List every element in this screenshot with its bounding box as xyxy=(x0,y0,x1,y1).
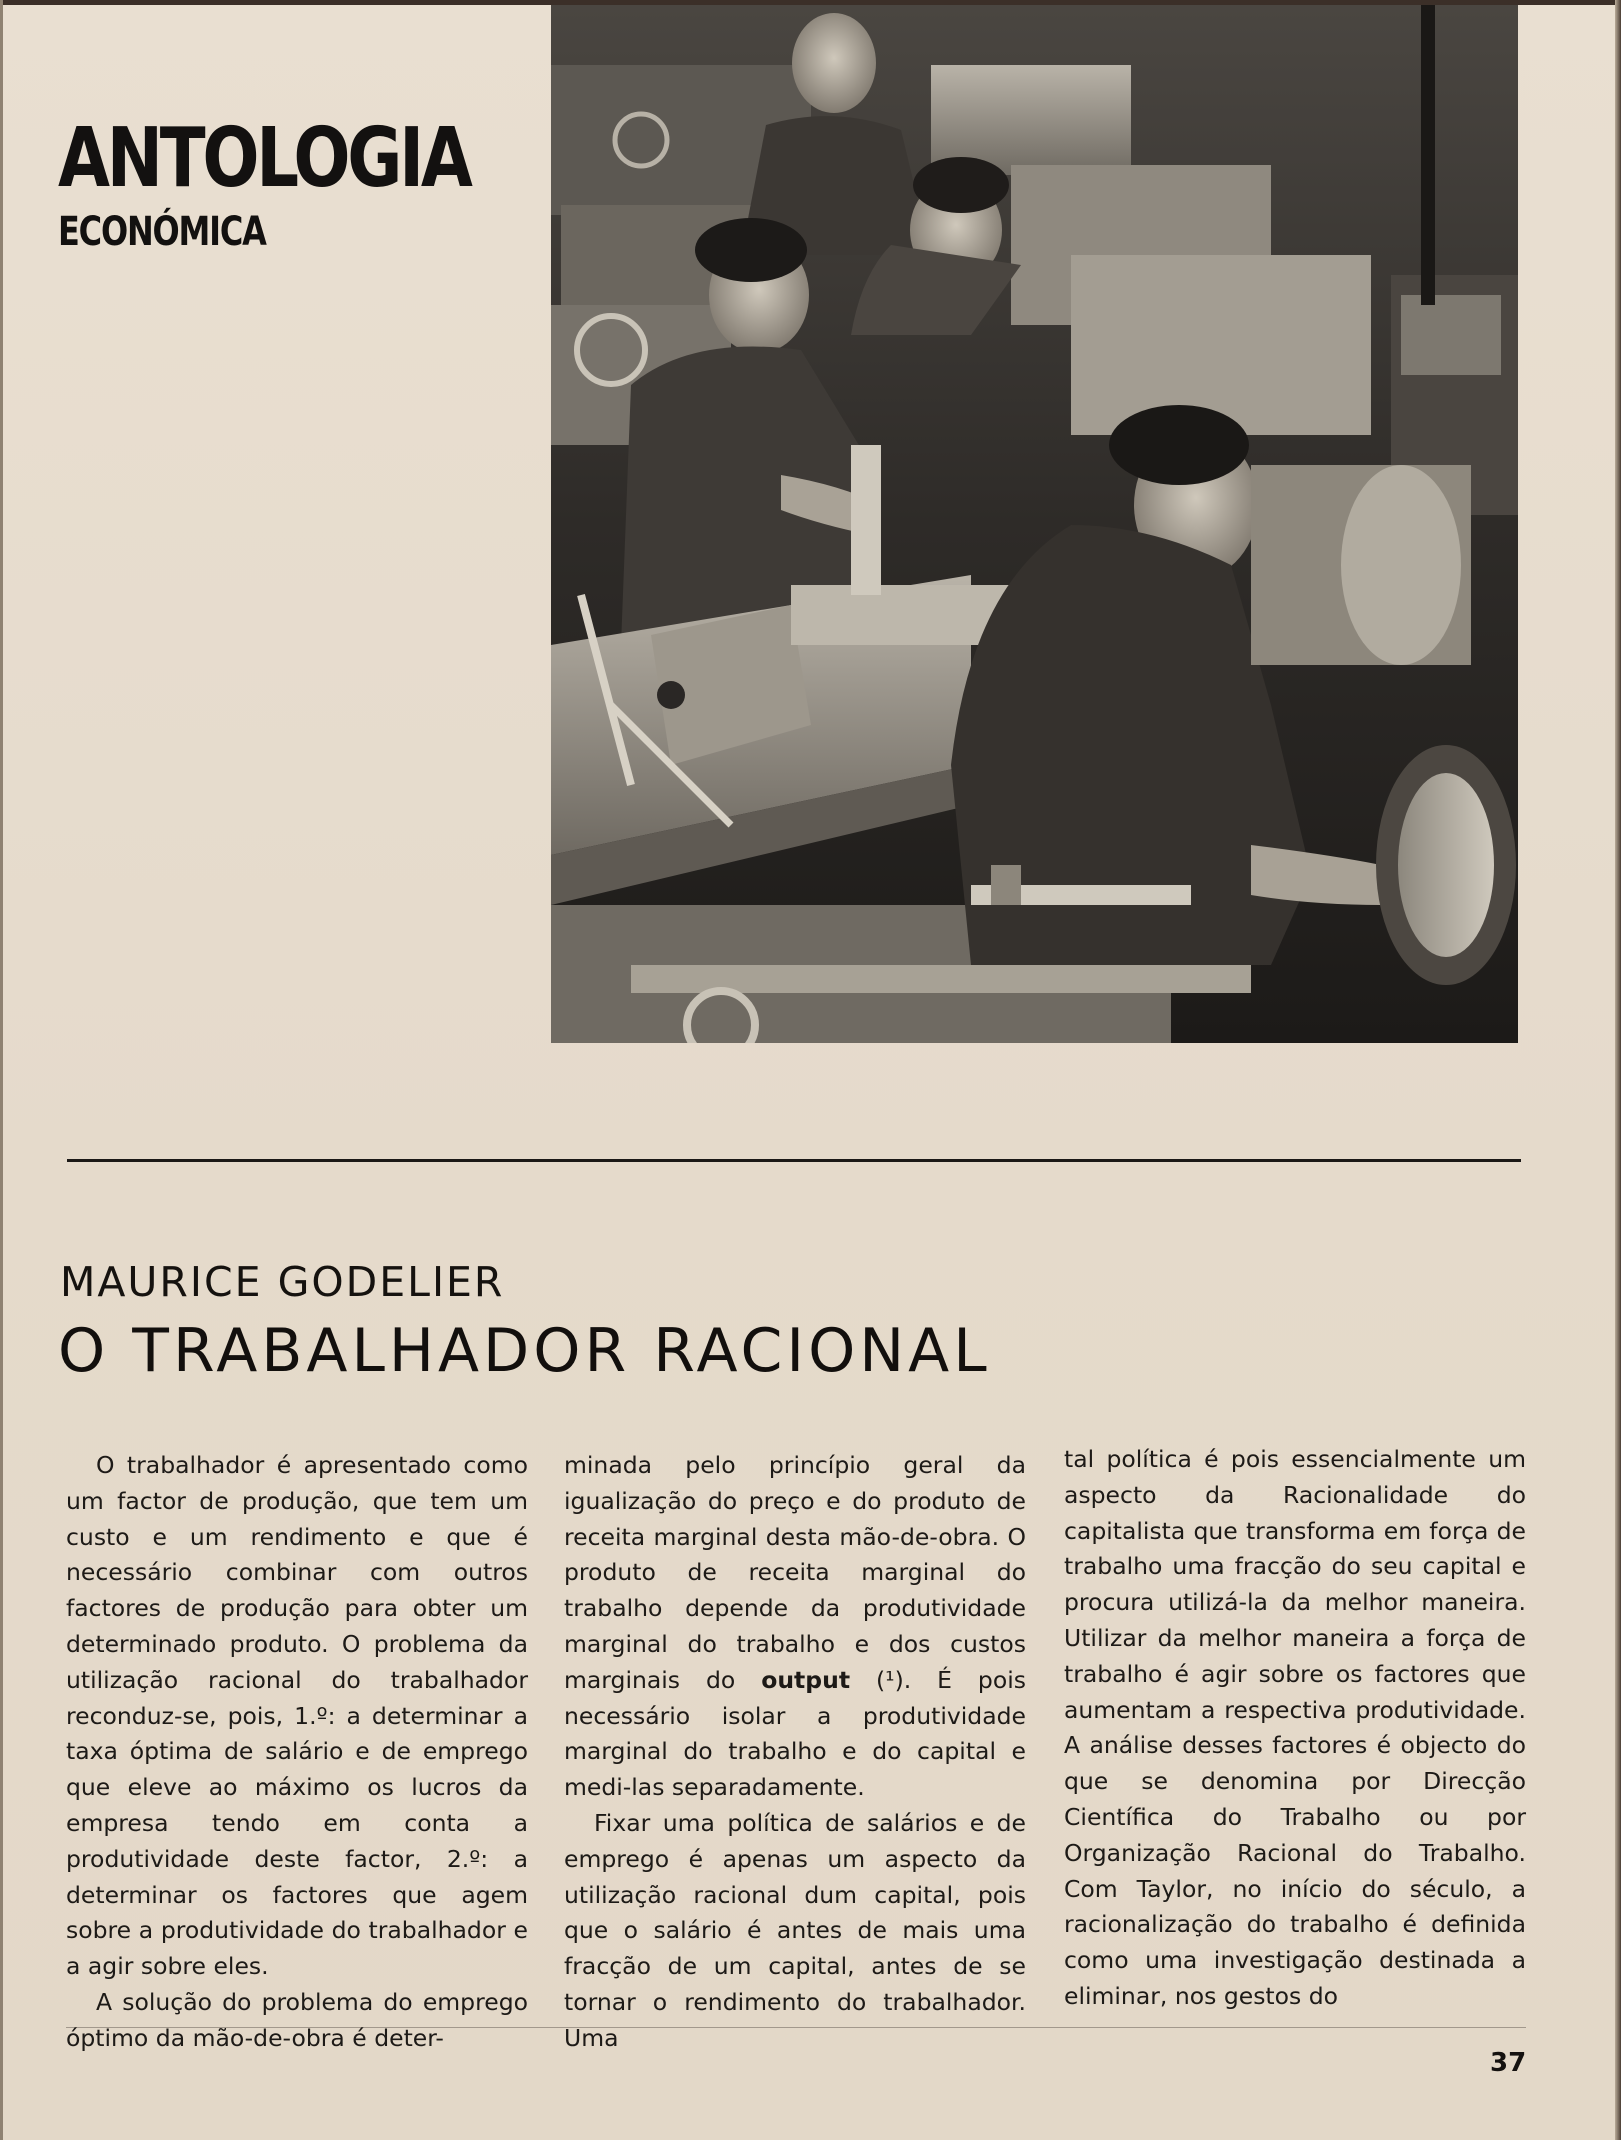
paragraph-text: (¹). É pois necessário isolar a produtividade marginal do trabalho e do capital e medi-las separadamente. xyxy=(564,1665,1026,1802)
factory-workers-photo xyxy=(551,5,1518,1043)
page-edge-right xyxy=(1615,0,1621,2140)
section-divider xyxy=(67,1159,1521,1162)
article-author: MAURICE GODELIER xyxy=(60,1258,505,1306)
output-term: output xyxy=(761,1665,851,1694)
paragraph-text: minada pelo princípio geral da igualização do preço e do produto de receita marginal desta mão-de-obra. O produto de receita marginal do trabalho depende da produtividade marginal do trabalho e dos custos marginais do xyxy=(564,1451,1026,1694)
section-subtitle: ECONÓMICA xyxy=(58,209,266,255)
paragraph: A solução do problema do emprego óptimo da mão-de-obra é deter- xyxy=(66,1987,528,2052)
text-column-2 xyxy=(564,1448,1026,2057)
section-title: ANTOLOGIA xyxy=(58,111,470,206)
paragraph: O trabalhador é apresentado como um factor de produção, que tem um custo e um rendimento e que é necessário combinar com outros factores de produção para obter um determinado produto. O problema da utilização racional do trabalhador reconduz-se, pois, 1.º: a determinar a taxa óptima de salário e de emprego que eleve ao máximo os lucros da empresa tendo em conta a produtividade deste factor, 2.º: a determinar os factores que agem sobre a produtividade do trabalhador e a agir sobre eles. xyxy=(66,1451,528,1981)
article-title: O TRABALHADOR RACIONAL xyxy=(58,1316,991,1386)
page-number: 37 xyxy=(1490,2048,1527,2078)
paragraph: tal política é pois essencialmente um aspecto da Racionalidade do capitalista que transforma em força de trabalho uma fracção do seu capital e procura utilizá-la da melhor maneira. Utilizar da melhor maneira a força de trabalho é agir sobre os factores que aumentam a respectiva produtividade. A análise desses factores é objecto do que se denomina por Direcção Científica do Trabalho ou por Organização Racional do Trabalho. Com Taylor, no início do século, a racionalização do trabalho é definida como uma investigação destinada a eliminar, nos gestos do xyxy=(1064,1445,1526,2010)
text-column-3 xyxy=(1064,1442,1526,2015)
paragraph: Fixar uma política de salários e de emprego é apenas um aspecto da utilização racional dum capital, pois que o salário é antes de mais uma fracção de um capital, antes de se tornar o rendimento do trabalhador. Uma xyxy=(564,1808,1026,2052)
page-edge-left xyxy=(0,0,3,2140)
bottom-divider xyxy=(66,2027,1526,2028)
section-label xyxy=(58,111,478,255)
text-column-1 xyxy=(66,1448,528,2057)
paragraph xyxy=(564,1448,1026,1806)
